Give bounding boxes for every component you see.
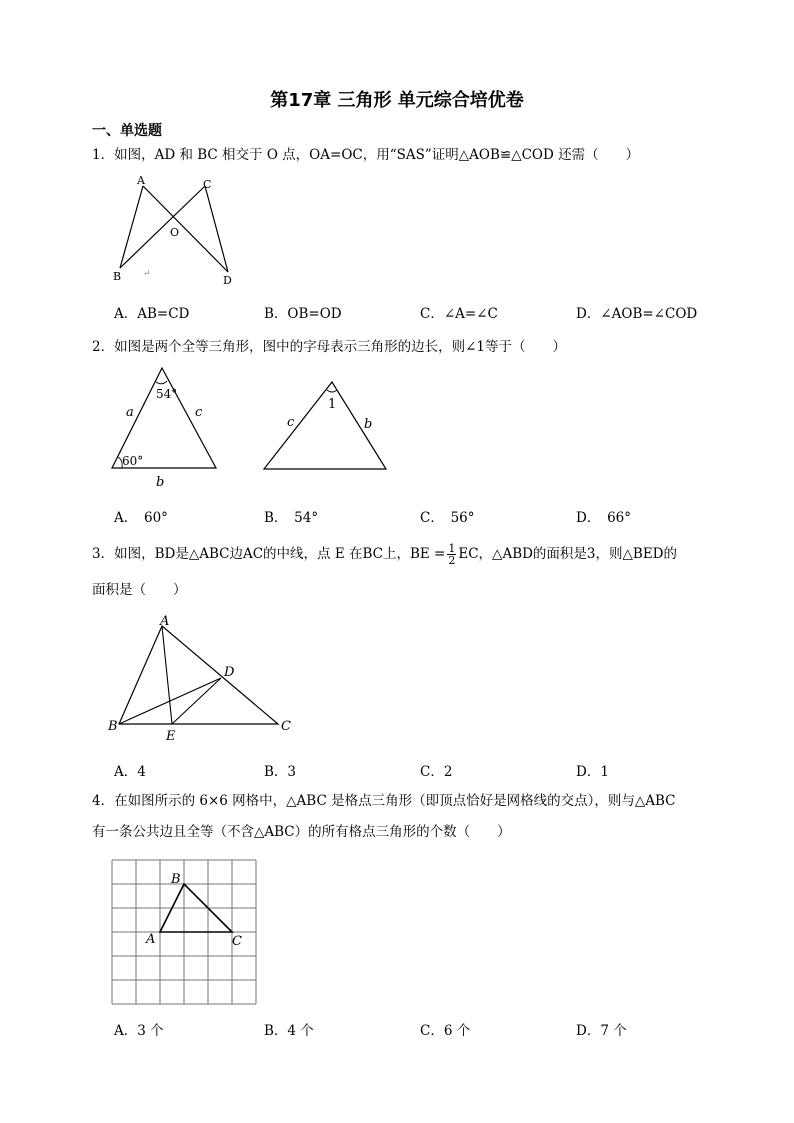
question-2-text: 2．如图是两个全等三角形，图中的字母表示三角形的边长，则∠1等于（ ） (92, 339, 566, 355)
q2-option-d: D． 66° (576, 510, 632, 526)
label-c: C (281, 719, 291, 734)
label-b: B (108, 719, 118, 734)
q1-option-b: B．OB=OD (264, 306, 342, 322)
label-d: D (224, 665, 235, 680)
triangle-abc (119, 626, 278, 724)
q3-text-part-a: 3．如图，BD是△ABC边AC的中线，点 E 在BC上，BE = (92, 546, 446, 562)
label-b: B (171, 872, 181, 887)
angle-arc-1 (327, 390, 337, 392)
q3-option-c: C．2 (420, 764, 453, 780)
label-d: D (223, 274, 232, 287)
q1-option-c: C．∠A=∠C (420, 306, 498, 322)
q3-option-a: A．4 (114, 764, 146, 780)
angle-label-1: 1 (328, 397, 337, 412)
question-1-text: 1．如图，AD 和 BC 相交于 O 点，OA=OC，用“SAS”证明△AOB≌△COD 还需（ ） (92, 147, 640, 163)
q3-option-d: D．1 (576, 764, 609, 780)
question-3-text-line1 (92, 543, 677, 566)
q3-fraction (447, 543, 456, 566)
label-a: A (137, 174, 145, 187)
q2-option-b: B． 54° (264, 510, 319, 526)
label-c: C (203, 178, 212, 191)
q3-fraction-numerator: 1 (448, 542, 456, 555)
segment-cd (205, 186, 228, 272)
segment-cb (120, 186, 205, 268)
section-heading: 一、单选题 (92, 123, 162, 139)
q2-option-a: A． 60° (114, 510, 168, 526)
q2-option-c: C． 56° (420, 510, 475, 526)
question-3-text-line2: 面积是（ ） (92, 582, 187, 598)
return-mark: ↵ (143, 269, 151, 279)
question-2-figure-left (104, 362, 228, 490)
q4-option-c: C．6 个 (420, 1023, 471, 1039)
question-3-figure (104, 612, 300, 744)
side-label-c: c (195, 405, 203, 420)
q1-option-a: A．AB=CD (114, 306, 190, 322)
question-1-figure (108, 172, 238, 294)
segment-ae (162, 626, 172, 724)
segment-ad (143, 186, 228, 272)
q3-fraction-denominator: 2 (448, 554, 456, 567)
q3-text-part-b: EC，△ABD的面积是3，则△BED的 (458, 546, 678, 562)
angle-label-54: 54° (156, 387, 178, 401)
angle-arc-54 (156, 381, 167, 384)
q4-option-b: B．4 个 (264, 1023, 314, 1039)
segment-ab (120, 186, 143, 268)
side-label-c-right: c (287, 415, 295, 430)
q4-option-a: A．3 个 (114, 1023, 164, 1039)
question-4-text-line2: 有一条公共边且全等（不含△ABC）的所有格点三角形的个数（ ） (92, 824, 511, 840)
q4-option-d: D．7 个 (576, 1023, 627, 1039)
label-c: C (232, 934, 242, 949)
question-4-text-line1: 4．在如图所示的 6×6 网格中，△ABC 是格点三角形（即顶点恰好是网格线的交点），则与△ABC (92, 793, 676, 809)
label-o: O (170, 226, 180, 239)
side-label-b: b (156, 475, 165, 490)
segment-ed (172, 678, 221, 724)
q1-option-d: D．∠AOB=∠COD (576, 306, 698, 322)
question-2-figure-right (258, 376, 392, 476)
label-a: A (160, 614, 170, 629)
label-b: B (113, 270, 122, 283)
label-e: E (166, 729, 176, 744)
angle-label-60: 60° (122, 454, 144, 468)
side-label-b-right: b (364, 417, 373, 432)
label-a: A (146, 932, 156, 947)
page-title: 第17章 三角形 单元综合培优卷 (270, 90, 524, 111)
q3-option-b: B．3 (264, 764, 297, 780)
side-label-a: a (126, 405, 134, 420)
question-4-grid-figure (104, 852, 266, 1010)
